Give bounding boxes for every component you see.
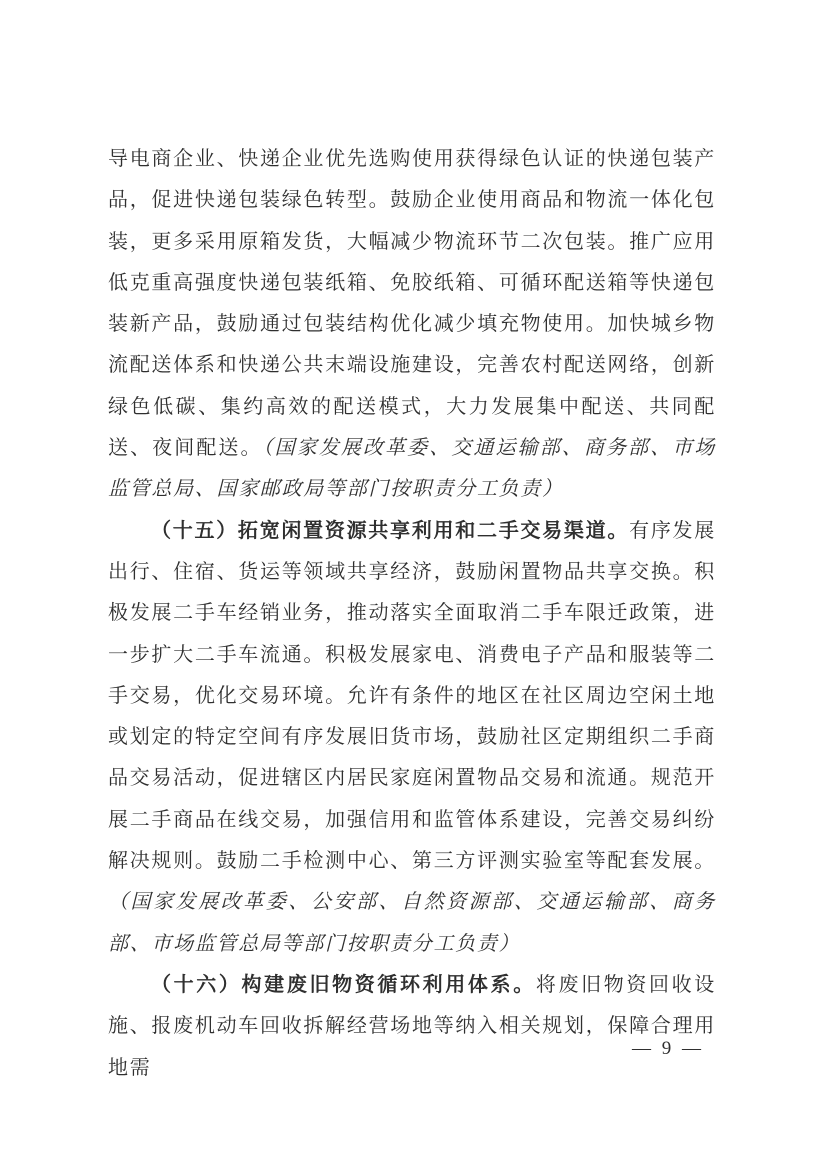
- paragraph: [108, 511, 716, 965]
- text-segment-kai: （国家发展改革委、公安部、自然资源部、交通运输部、商务部、市场监管总局等部门按职责分工负责）: [108, 891, 716, 955]
- paragraph: [108, 139, 716, 511]
- text-segment-regular: 导电商企业、快递企业优先选购使用获得绿色认证的快递包装产品，促进快递包装绿色转型。鼓励企业使用商品和物流一体化包装，更多采用原箱发货，大幅减少物流环节二次包装。推广应用低克重高强度快递包装纸箱、免胶纸箱、可循环配送箱等快递包装新产品，鼓励通过包装结构优化减少填充物使用。加快城乡物流配送体系和快递公共末端设施建设，完善农村配送网络，创新绿色低碳、集约高效的配送模式，大力发展集中配送、共同配送、夜间配送。: [108, 148, 716, 460]
- paragraph: [108, 965, 716, 1089]
- text-segment-regular: 将废旧物资回收设施、报废机动车回收拆解经营场地等纳入相关规划，保障合理用地需: [108, 973, 716, 1079]
- text-segment-bold: （十五）拓宽闲置资源共享利用和二手交易渠道。: [151, 519, 630, 542]
- text-segment-regular: 有序发展出行、住宿、货运等领域共享经济，鼓励闲置物品共享交换。积极发展二手车经销业务，推动落实全面取消二手车限迁政策，进一步扩大二手车流通。积极发展家电、消费电子产品和服装等二手交易，优化交易环境。允许有条件的地区在社区周边空闲土地或划定的特定空间有序发展旧货市场，鼓励社区定期组织二手商品交易活动，促进辖区内居民家庭闲置物品交易和流通。规范开展二手商品在线交易，加强信用和监管体系建设，完善交易纠纷解决规则。鼓励二手检测中心、第三方评测实验室等配套发展。: [108, 519, 716, 873]
- document-body: [108, 139, 716, 1089]
- page-number: — 9 —: [632, 1038, 704, 1059]
- text-segment-kai: （国家发展改革委、交通运输部、商务部、市场监管总局、国家邮政局等部门按职责分工负责）: [108, 437, 716, 501]
- text-segment-bold: （十六）构建废旧物资循环利用体系。: [151, 973, 536, 996]
